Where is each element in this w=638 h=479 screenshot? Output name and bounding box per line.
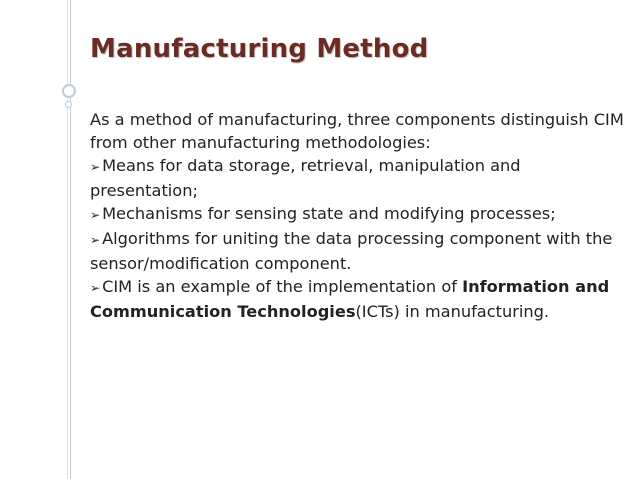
bullet-item bbox=[90, 202, 630, 227]
bullet-text: CIM is an example of the implementation of bbox=[102, 277, 463, 296]
bullet-item bbox=[90, 275, 630, 323]
bullet-text: Mechanisms for sensing state and modifying processes; bbox=[102, 204, 556, 223]
arrow-bullet-icon: ➢ bbox=[90, 160, 101, 174]
slide-body bbox=[90, 108, 630, 323]
decorative-circle-small-icon bbox=[65, 101, 72, 108]
decorative-circle-icon bbox=[62, 84, 76, 98]
bullet-bold-text: Information and Communication Technologies bbox=[90, 277, 610, 321]
bullet-item bbox=[90, 154, 630, 202]
slide-left-rule-light bbox=[67, 0, 68, 479]
slide-left-rule bbox=[70, 0, 71, 479]
arrow-bullet-icon: ➢ bbox=[90, 233, 101, 247]
bullet-text-end: (ICTs) in manufacturing. bbox=[355, 302, 550, 321]
bullet-text: Algorithms for uniting the data processing component with the sensor/modification component. bbox=[90, 229, 613, 273]
bullet-text: Means for data storage, retrieval, manipulation and presentation; bbox=[90, 156, 521, 200]
arrow-bullet-icon: ➢ bbox=[90, 281, 101, 295]
arrow-bullet-icon: ➢ bbox=[90, 208, 101, 222]
intro-paragraph: As a method of manufacturing, three components distinguish CIM from other manufacturing methodologies: bbox=[90, 110, 624, 152]
slide-title: Manufacturing Method bbox=[90, 34, 429, 64]
bullet-item bbox=[90, 227, 630, 275]
